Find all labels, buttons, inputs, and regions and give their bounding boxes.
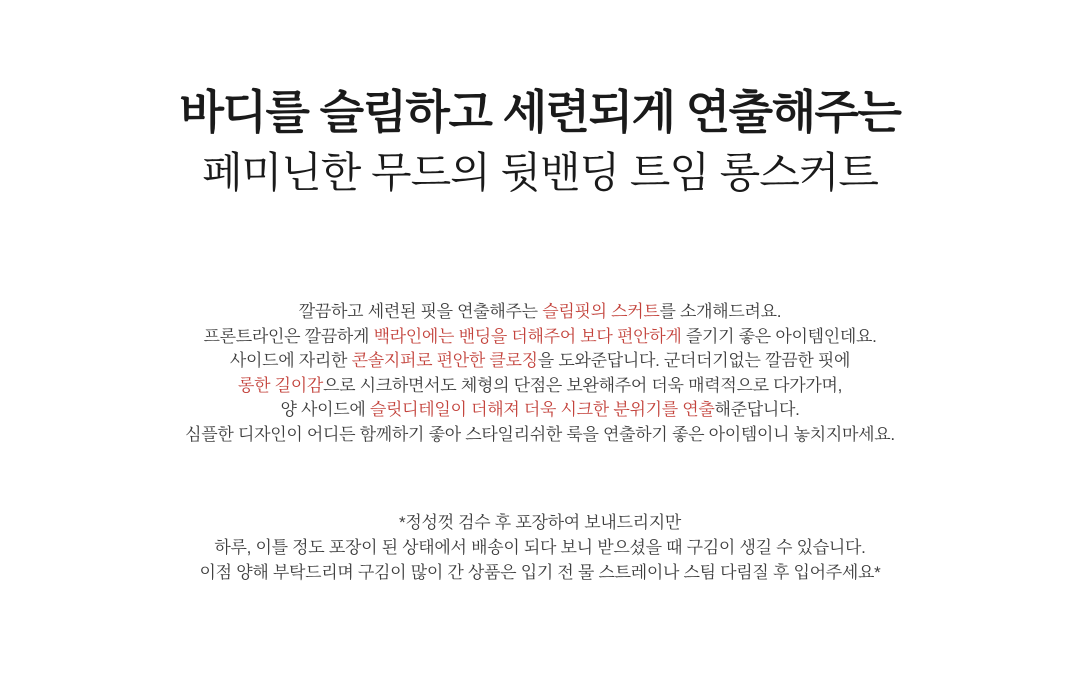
product-headline	[0, 82, 1080, 199]
notice-line-2: 하루, 이틀 정도 포장이 된 상태에서 배송이 되다 보니 받으셨을 때 구김이 생길 수 있습니다.	[214, 538, 866, 557]
description-line-3-tail: 을 도와준답니다. 군더더기없는 깔끔한 핏에	[537, 351, 851, 370]
description-line-1-tail: 를 소개해드려요.	[659, 302, 782, 321]
description-line-4	[0, 374, 1080, 399]
description-line-6-text: 심플한 디자인이 어디든 함께하기 좋아 스타일리쉬한 룩을 연출하기 좋은 아이템이니 놓치지마세요.	[185, 424, 895, 444]
description-line-3	[0, 349, 1080, 374]
description-line-6	[0, 423, 1080, 448]
description-line-4-tail: 으로 시크하면서도 체형의 단점은 보완해주어 더욱 매력적으로 다가가며,	[323, 375, 843, 395]
description-line-2-text: 프론트라인은 깔끔하게	[203, 326, 374, 346]
description-line-4-highlight: 롱한 길이감	[237, 375, 323, 395]
notice-line-3: 이점 양해 부탁드리며 구김이 많이 간 상품은 입기 전 물 스트레이나 스팀 다림질 후 입어주세요*	[199, 563, 881, 582]
notice-line-1: *정성껏 검수 후 포장하여 보내드리지만	[399, 513, 681, 532]
description-line-2	[0, 325, 1080, 350]
description-line-2-highlight: 백라인에는 밴딩을 더해주어 보다 편안하게	[373, 326, 682, 346]
description-line-3-highlight: 콘솔지퍼로 편안한 클로징	[351, 351, 538, 370]
description-line-1	[0, 300, 1080, 325]
headline-line1: 바디를 슬림하고 세련되게 연출해주는	[179, 86, 901, 138]
shipping-notice	[0, 510, 1080, 585]
description-line-1-highlight: 슬림핏의 스커트	[542, 302, 660, 321]
description-line-5-highlight: 슬릿디테일이 더해져 더욱 시크한 분위기를 연출	[369, 400, 715, 419]
description-line-5-tail: 해준답니다.	[714, 400, 800, 419]
description-line-5-text: 양 사이드에	[280, 400, 370, 419]
description-line-1-text: 깔끔하고 세련된 핏을 연출해주는	[298, 302, 543, 321]
description-line-2-tail: 즐기기 좋은 아이템인데요.	[681, 326, 877, 346]
description-line-3-text: 사이드에 자리한	[229, 351, 352, 370]
description-paragraph	[0, 300, 1080, 447]
headline-line2: 페미닌한 무드의 뒷밴딩 트임 롱스커트	[202, 148, 878, 196]
description-line-5	[0, 398, 1080, 423]
